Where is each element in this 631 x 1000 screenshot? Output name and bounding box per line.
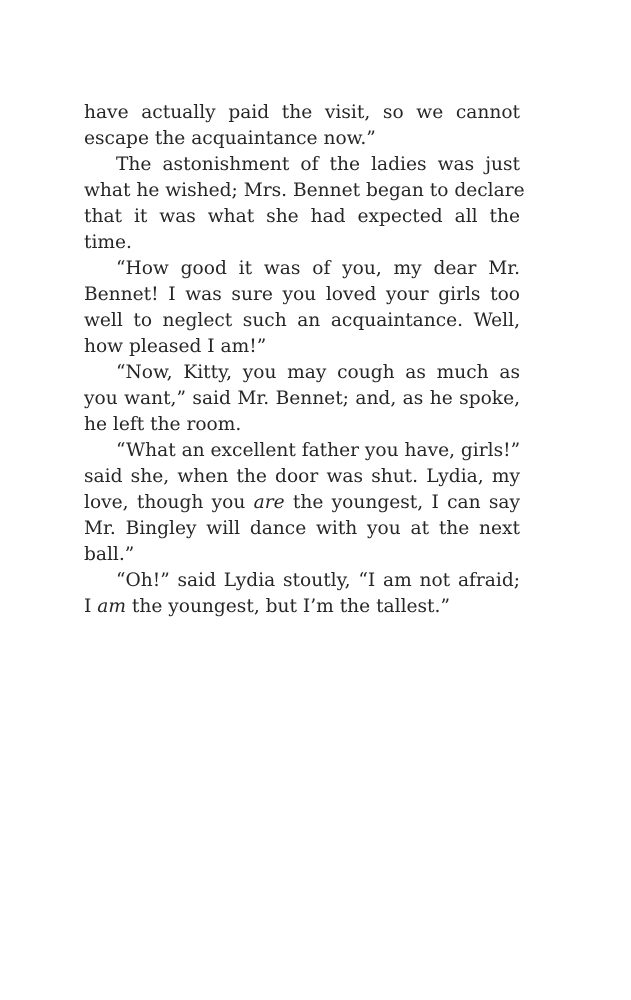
text-line: escape the acquaintance now.” (84, 128, 376, 149)
text-run: I (84, 596, 98, 617)
paragraph-5 (84, 438, 520, 568)
text-line: what he wished; Mrs. Bennet began to declare (84, 180, 525, 201)
paragraph-2 (84, 152, 525, 256)
text-line (84, 594, 520, 620)
text-line (84, 490, 520, 516)
text-run: love, though you (84, 492, 254, 513)
text-line: “How good it was of you, my dear Mr. (116, 258, 520, 279)
text-line: “Now, Kitty, you may cough as much as (116, 362, 520, 383)
text-line: The astonishment of the ladies was just (116, 154, 520, 175)
paragraph-1 (84, 100, 520, 152)
text-line: have actually paid the visit, so we cannot (84, 102, 520, 123)
text-line: how pleased I am!” (84, 336, 267, 357)
text-line: ball.” (84, 544, 135, 565)
text-line: said she, when the door was shut. Lydia, my (84, 466, 520, 487)
text-line: “What an excellent father you have, girls!” (116, 440, 521, 461)
text-line: you want,” said Mr. Bennet; and, as he spoke, (84, 388, 520, 409)
text-line: Bennet! I was sure you loved your girls too (84, 284, 520, 305)
paragraph-3 (84, 256, 520, 360)
text-line: “Oh!” said Lydia stoutly, “I am not afraid; (116, 570, 520, 591)
text-line: time. (84, 232, 132, 253)
emphasis-text: are (253, 492, 285, 513)
emphasis-text: am (97, 596, 126, 617)
text-line: Mr. Bingley will dance with you at the next (84, 518, 520, 539)
text-line: he left the room. (84, 414, 242, 435)
paragraph-4 (84, 360, 520, 438)
book-page (84, 100, 525, 620)
text-line: well to neglect such an acquaintance. Well, (84, 310, 520, 331)
paragraph-6 (84, 568, 520, 620)
text-run: the youngest, I can say (284, 492, 521, 513)
text-line: that it was what she had expected all the (84, 206, 520, 227)
text-run: the youngest, but I’m the tallest.” (125, 596, 450, 617)
